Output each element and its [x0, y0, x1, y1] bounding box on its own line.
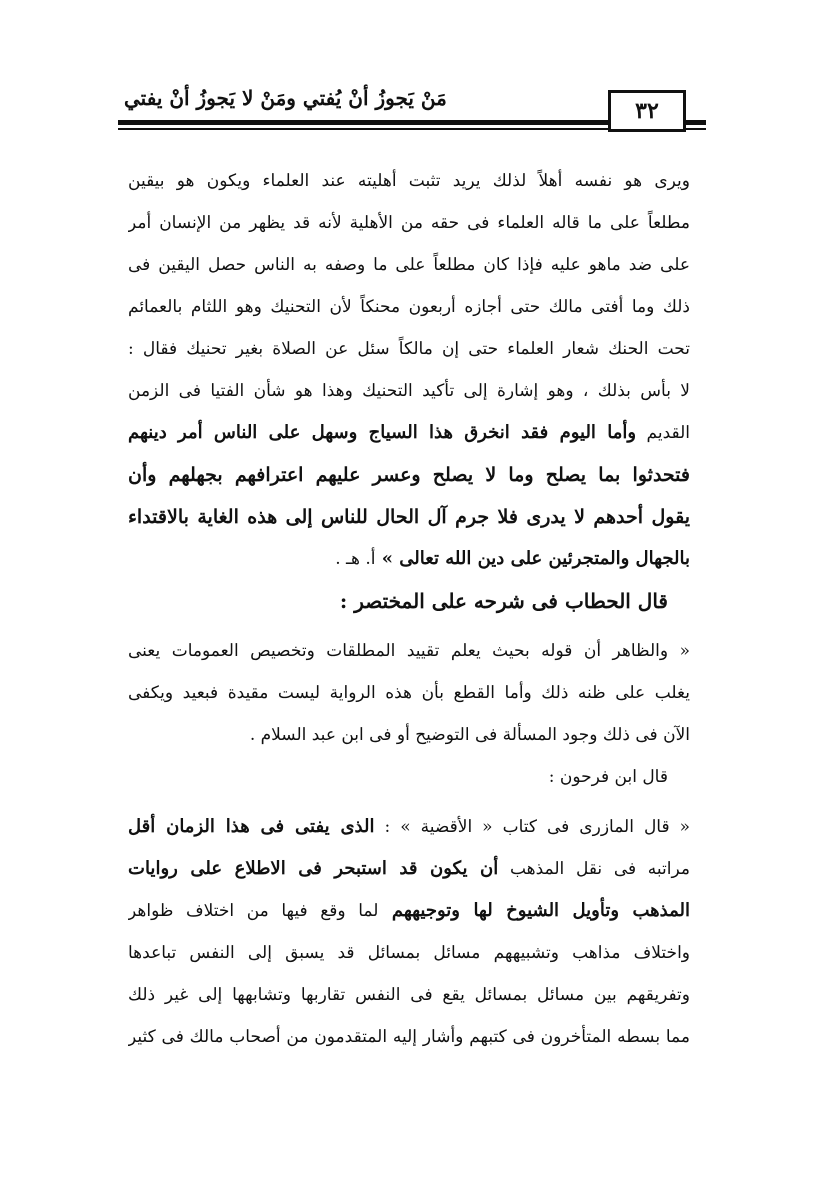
text-line: ذلك وما أفتى مالك حتى أجازه أربعون محنكاً لأن التحنيك وهو اللثام بالعمائم [128, 297, 690, 317]
quote-line: يغلب على ظنه ذلك وأما القطع بأن هذه الرواية ليست مقيدة فبعيد ويكفى [128, 683, 690, 703]
bold-segment: وأما اليوم فقد انخرق هذا السياج وسهل على الناس أمر دينهم [128, 422, 637, 443]
bold-segment: الذى يفتى فى هذا الزمان أقل [128, 816, 375, 837]
quote-line: مما بسطه المتأخرون فى كتبهم وأشار إليه المتقدمون من أصحاب مالك فى كثير [128, 1027, 690, 1047]
text-segment: أ. هـ . [335, 549, 376, 569]
text-line [128, 412, 690, 454]
section-heading-hattab: قال الحطاب فى شرحه على المختصر : [339, 589, 668, 613]
text-line: لا بأس بذلك ، وهو إشارة إلى تأكيد التحنيك وهذا هو شأن الفتيا فى الزمن [128, 381, 690, 401]
quote-line [128, 890, 690, 932]
bold-segment: المذهب وتأويل الشيوخ لها وتوجيههم [378, 900, 690, 921]
text-segment: لما وقع فيها من اختلاف ظواهر [128, 901, 379, 921]
text-segment: « قال المازرى فى كتاب « الأقضية » : [374, 817, 690, 837]
quote-line [128, 806, 690, 848]
bold-line: فتحدثوا بما يصلح وما لا يصلح وعسر عليهم اعترافهم بجهلهم وأن [128, 464, 690, 486]
body-text [128, 160, 690, 1058]
text-segment: القديم [646, 423, 690, 443]
quote-line: « والظاهر أن قوله بحيث يعلم تقييد المطلقات وتخصيص العمومات يعنى [128, 641, 690, 661]
quote-line: وتفريقهم بين مسائل بمسائل يقع فى النفس تقاربها وتشابهها إلى غير ذلك [128, 985, 690, 1005]
bold-segment: أن يكون قد استبحر فى الاطلاع على روايات [128, 858, 499, 879]
section-label-farhun: قال ابن فرحون : [548, 767, 668, 787]
bold-segment: بالجهال والمتجرئين على دين الله تعالى » [375, 548, 690, 569]
text-line [128, 538, 690, 580]
text-line: على ضد ماهو عليه فإذا كان مطلعاً على ما وصفه به الناس حصل اليقين فى [128, 255, 690, 275]
text-segment: مراتبه فى نقل المذهب [498, 859, 690, 879]
quote-line: واختلاف مذاهب وتشبيههم مسائل بمسائل قد يسبق إلى النفس تباعدها [128, 943, 690, 963]
quote-line: الآن فى ذلك وجود المسألة فى التوضيح أو فى ابن عبد السلام . [249, 725, 690, 745]
quote-line [128, 848, 690, 890]
running-title: مَنْ يَجوزُ أنْ يُفتي ومَنْ لا يَجوزُ أنْ يفتي [124, 86, 447, 110]
text-line: تحت الحنك شعار العلماء حتى إن مالكاً سئل عن الصلاة بغير تحنيك فقال : [128, 339, 690, 359]
bold-line: يقول أحدهم لا يدرى فلا جرم آل الحال للناس إلى هذه الغاية بالاقتداء [128, 506, 690, 528]
text-line: ويرى هو نفسه أهلاً لذلك يريد تثبت أهليته عند العلماء ويكون هو بيقين [128, 171, 690, 191]
text-line: مطلعاً على ما قاله العلماء فى حقه من الأهلية لأنه قد يظهر من الإنسان أمر [128, 213, 690, 233]
page-header [118, 78, 706, 136]
page-number: ٣٢ [608, 90, 686, 132]
